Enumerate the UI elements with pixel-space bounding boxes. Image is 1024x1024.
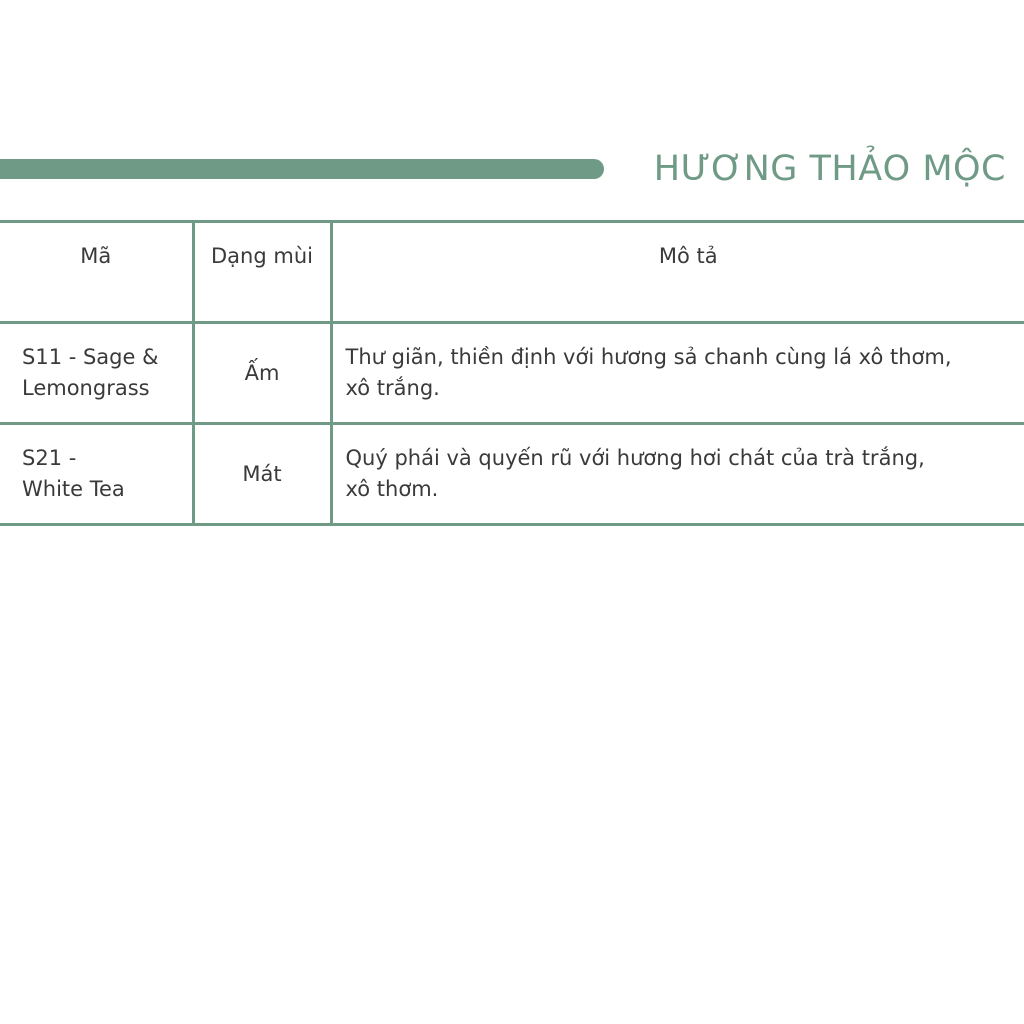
- cell-scent-type: Mát: [193, 424, 331, 525]
- description-line: xô trắng.: [345, 376, 440, 400]
- accent-bar: [0, 159, 604, 179]
- table-row: [0, 424, 1024, 525]
- header-code: Mã: [0, 222, 193, 323]
- code-line: White Tea: [22, 477, 125, 501]
- cell-description: [331, 424, 1024, 525]
- description-line: Quý phái và quyến rũ với hương hơi chát của trà trắng,: [345, 446, 925, 470]
- cell-code: [0, 424, 193, 525]
- table-row: [0, 323, 1024, 424]
- code-line: S11 - Sage &: [22, 345, 159, 369]
- table-header-row: [0, 222, 1024, 323]
- cell-code: [0, 323, 193, 424]
- header-scent-type: Dạng mùi: [193, 222, 331, 323]
- cell-scent-type: Ấm: [193, 323, 331, 424]
- section-title: HƯƠNG THẢO MỘC: [653, 149, 1006, 189]
- header-description: Mô tả: [331, 222, 1024, 323]
- code-line: S21 -: [22, 446, 77, 470]
- code-line: Lemongrass: [22, 376, 150, 400]
- description-line: Thư giãn, thiền định với hương sả chanh cùng lá xô thơm,: [345, 345, 952, 369]
- cell-description: [331, 323, 1024, 424]
- scent-table: [0, 220, 1024, 526]
- description-line: xô thơm.: [345, 477, 439, 501]
